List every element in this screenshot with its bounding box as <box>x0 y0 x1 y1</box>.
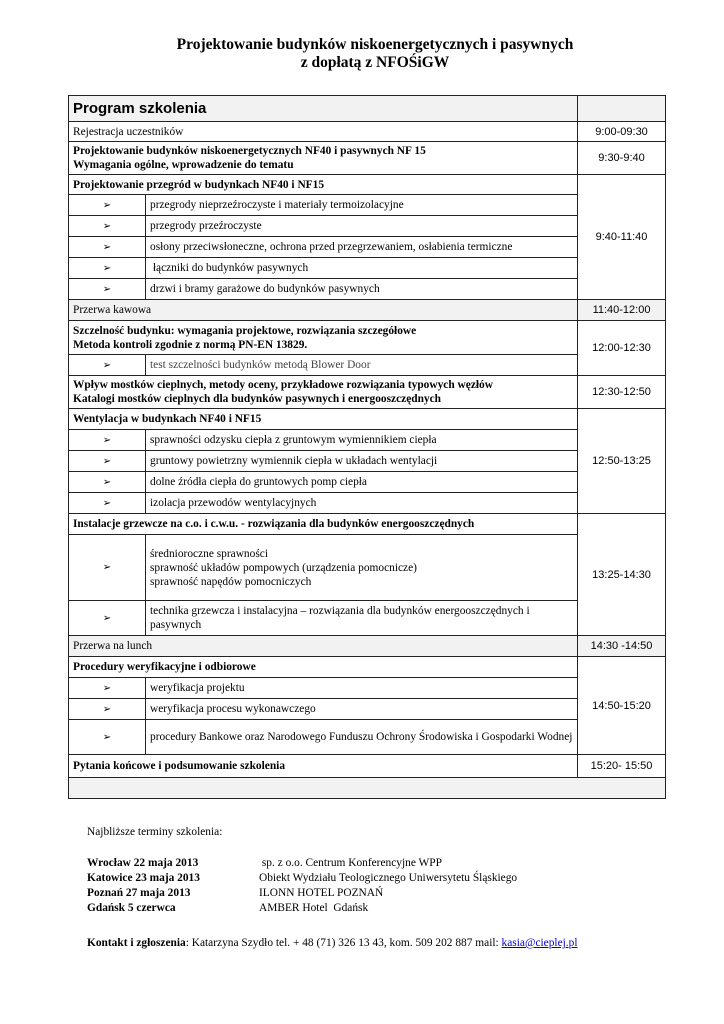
list-item <box>69 258 666 279</box>
bridges-line-2: Katalogi mostków cieplnych dla budynków pasywnych i energooszczędnych <box>73 393 442 405</box>
list-item <box>69 601 666 636</box>
heating-item: technika grzewcza i instalacyjna – rozwiązania dla budynków energooszczędnych i pasywnych <box>146 601 578 636</box>
bullet-cell <box>69 699 146 720</box>
ventilation-title: Wentylacja w budynkach NF40 i NF15 <box>69 409 578 430</box>
date-venue: ILONN HOTEL POZNAŃ <box>259 887 384 899</box>
date-city: Poznań 27 maja 2013 <box>87 887 191 899</box>
bullet-cell <box>69 279 146 300</box>
list-item <box>69 720 666 755</box>
bullet-cell <box>69 493 146 514</box>
list-item <box>87 856 517 871</box>
table-row <box>69 409 666 430</box>
registration-time: 9:00-09:30 <box>578 122 666 142</box>
table-row <box>69 755 666 778</box>
intro-session <box>69 142 578 175</box>
procedures-time: 14:50-15:20 <box>578 657 666 755</box>
arrow-bullet-icon: ➢ <box>102 199 112 211</box>
procedures-item: weryfikacja procesu wykonawczego <box>146 699 578 720</box>
tightness-line-1: Szczelność budynku: wymagania projektowe, rozwiązania szczegółowe <box>73 324 417 337</box>
table-header-row <box>69 96 666 122</box>
partitions-item: łączniki do budynków pasywnych <box>146 258 578 279</box>
bullet-cell <box>69 678 146 699</box>
partitions-item: przegrody nieprzeźroczyste i materiały termoizolacyjne <box>146 195 578 216</box>
closing-time: 15:20- 15:50 <box>578 755 666 778</box>
arrow-bullet-icon: ➢ <box>102 434 112 446</box>
bullet-cell <box>69 237 146 258</box>
list-item <box>69 237 666 258</box>
contact-line <box>87 937 578 949</box>
bullet-cell <box>69 451 146 472</box>
lunch-break-time: 14:30 -14:50 <box>578 636 666 657</box>
arrow-bullet-icon: ➢ <box>102 359 112 371</box>
table-footer-row <box>69 778 666 799</box>
list-item <box>69 430 666 451</box>
partitions-item: osłony przeciwsłoneczne, ochrona przed przegrzewaniem, osłabienia termiczne <box>146 237 578 258</box>
partitions-time: 9:40-11:40 <box>578 175 666 300</box>
bridges-line-1: Wpływ mostków cieplnych, metody oceny, przykładowe rozwiązania typowych węzłów <box>73 379 493 391</box>
lunch-break-label: Przerwa na lunch <box>69 636 578 657</box>
bridges-time: 12:30-12:50 <box>578 376 666 409</box>
ventilation-item: izolacja przewodów wentylacyjnych <box>146 493 578 514</box>
closing-label: Pytania końcowe i podsumowanie szkolenia <box>69 755 578 778</box>
table-row <box>69 657 666 678</box>
title-line-2: z dopłatą z NFOŚiGW <box>300 54 450 71</box>
heating-item-line-3: sprawność napędów pomocniczych <box>150 575 312 588</box>
arrow-bullet-icon: ➢ <box>102 562 112 573</box>
arrow-bullet-icon: ➢ <box>102 283 112 295</box>
header-time-cell <box>578 96 666 122</box>
arrow-bullet-icon: ➢ <box>102 476 112 488</box>
list-item <box>69 195 666 216</box>
contact-label: Kontakt i zgłoszenia <box>87 937 186 949</box>
list-item <box>87 871 517 886</box>
upcoming-dates-list <box>87 856 517 916</box>
list-item <box>69 535 666 601</box>
list-item <box>69 678 666 699</box>
coffee-break-label: Przerwa kawowa <box>69 300 578 321</box>
table-row <box>69 636 666 657</box>
date-city: Gdańsk 5 czerwca <box>87 902 176 914</box>
program-table <box>68 95 666 799</box>
list-item <box>69 493 666 514</box>
ventilation-item: sprawności odzysku ciepła z gruntowym wymiennikiem ciepła <box>146 430 578 451</box>
program-heading: Program szkolenia <box>69 96 578 122</box>
bullet-cell <box>69 258 146 279</box>
table-row <box>69 514 666 535</box>
arrow-bullet-icon: ➢ <box>102 241 112 253</box>
table-row <box>69 300 666 321</box>
partitions-item: przegrody przeźroczyste <box>146 216 578 237</box>
document-title <box>0 36 724 72</box>
bullet-cell <box>69 472 146 493</box>
heating-item-line-2: sprawność układów pompowych (urządzenia pomocnicze) <box>150 561 417 574</box>
contact-email-link[interactable]: kasia@cieplej.pl <box>501 937 578 949</box>
procedures-item: procedury Bankowe oraz Narodowego Funduszu Ochrony Środowiska i Gospodarki Wodnej <box>146 720 578 755</box>
table-row <box>69 122 666 142</box>
heating-item <box>146 535 578 601</box>
arrow-bullet-icon: ➢ <box>102 682 112 694</box>
bullet-cell <box>69 195 146 216</box>
list-item <box>87 901 517 916</box>
arrow-bullet-icon: ➢ <box>102 262 112 274</box>
bullet-cell <box>69 355 146 376</box>
procedures-item: weryfikacja projektu <box>146 678 578 699</box>
bridges-session <box>69 376 578 409</box>
table-row <box>69 321 666 355</box>
heating-title: Instalacje grzewcze na c.o. i c.w.u. - rozwiązania dla budynków energooszczędnych <box>69 514 578 535</box>
coffee-break-time: 11:40-12:00 <box>578 300 666 321</box>
list-item <box>69 355 666 376</box>
table-row <box>69 175 666 195</box>
date-venue: AMBER Hotel Gdańsk <box>259 902 369 914</box>
tightness-item: test szczelności budynków metodą Blower Door <box>146 355 578 376</box>
empty-footer-cell <box>69 778 666 799</box>
date-city: Wrocław 22 maja 2013 <box>87 857 199 869</box>
bullet-cell <box>69 601 146 636</box>
bullet-cell <box>69 430 146 451</box>
upcoming-heading: Najbliższe terminy szkolenia: <box>87 826 223 838</box>
date-venue: Obiekt Wydziału Teologicznego Uniwersytetu Śląskiego <box>259 872 518 884</box>
intro-line-2: Wymagania ogólne, wprowadzenie do tematu <box>73 159 294 171</box>
tightness-line-2: Metoda kontroli zgodnie z normą PN-EN 13829. <box>73 338 308 351</box>
list-item <box>69 472 666 493</box>
tightness-session <box>69 321 578 355</box>
bullet-cell <box>69 720 146 755</box>
contact-details: : Katarzyna Szydło tel. + 48 (71) 326 13 43, kom. 509 202 887 mail: <box>185 937 502 949</box>
table-row <box>69 376 666 409</box>
arrow-bullet-icon: ➢ <box>102 731 112 743</box>
arrow-bullet-icon: ➢ <box>102 612 112 624</box>
bullet-cell <box>69 535 146 601</box>
arrow-bullet-icon: ➢ <box>102 220 112 232</box>
table-row <box>69 142 666 175</box>
date-city: Katowice 23 maja 2013 <box>87 872 200 884</box>
intro-line-1: Projektowanie budynków niskoenergetycznych NF40 i pasywnych NF 15 <box>73 145 426 157</box>
list-item <box>69 216 666 237</box>
list-item <box>69 451 666 472</box>
procedures-title: Procedury weryfikacyjne i odbiorowe <box>69 657 578 678</box>
list-item <box>69 279 666 300</box>
intro-time: 9:30-9:40 <box>578 142 666 175</box>
title-line-1: Projektowanie budynków niskoenergetycznych i pasywnych <box>176 36 574 53</box>
arrow-bullet-icon: ➢ <box>102 455 112 467</box>
list-item <box>69 699 666 720</box>
list-item <box>87 886 517 901</box>
bullet-cell <box>69 216 146 237</box>
arrow-bullet-icon: ➢ <box>102 497 112 509</box>
heating-time: 13:25-14:30 <box>578 514 666 636</box>
ventilation-item: dolne źródła ciepła do gruntowych pomp ciepła <box>146 472 578 493</box>
heating-item-line-1: średnioroczne sprawności <box>150 547 268 560</box>
arrow-bullet-icon: ➢ <box>102 703 112 715</box>
date-venue: sp. z o.o. Centrum Konferencyjne WPP <box>259 857 442 869</box>
partitions-item: drzwi i bramy garażowe do budynków pasywnych <box>146 279 578 300</box>
partitions-title: Projektowanie przegród w budynkach NF40 i NF15 <box>69 175 578 195</box>
registration-label: Rejestracja uczestników <box>69 122 578 142</box>
ventilation-item: gruntowy powietrzny wymiennik ciepła w układach wentylacji <box>146 451 578 472</box>
ventilation-time: 12:50-13:25 <box>578 409 666 514</box>
tightness-time: 12:00-12:30 <box>578 321 666 376</box>
